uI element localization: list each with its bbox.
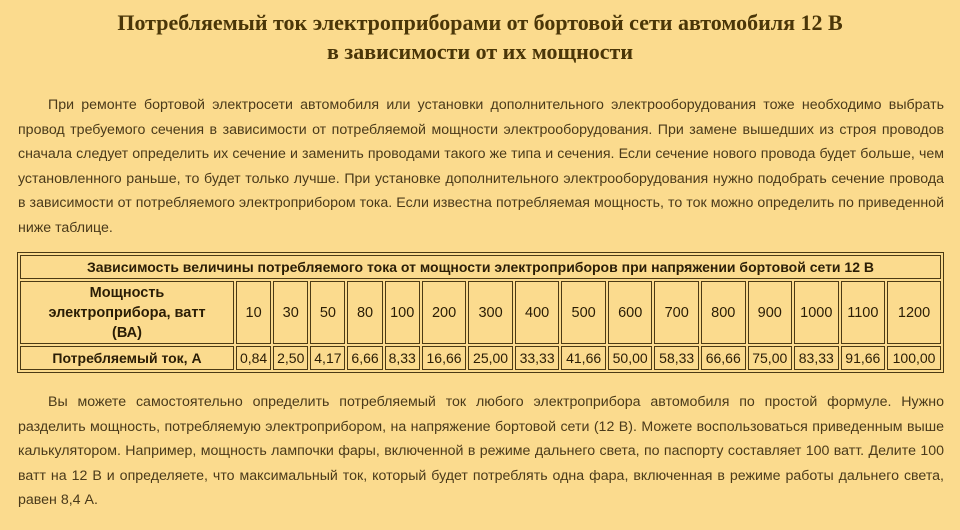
power-header-line-1: Мощность [89, 284, 165, 301]
current-value-cell: 8,33 [385, 346, 420, 370]
current-value-cell: 33,33 [515, 346, 560, 370]
power-header-line-3: (ВА) [112, 324, 142, 341]
power-value-cell: 80 [347, 281, 382, 344]
current-value-cell: 91,66 [841, 346, 886, 370]
outro-paragraph: Вы можете самостоятельно определить потребляемый ток любого электроприбора автомобиля по простой формуле. Нужно разделить мощность, потребляемую электроприбором, на напряжение бортовой сети (12 В). Можете воспользоваться приведенным выше калькулятором. Например, мощность лампочки фары, включенной в режиме дальнего света, по паспорту составляет 100 ватт. Делите 100 ватт на 12 В и определяете, что максимальный ток, который будет потреблять одна фара, включенная в режиме работы дальнего света, равен 8,4 А. [18, 394, 944, 508]
current-value-cell: 66,66 [701, 346, 746, 370]
power-value-cell: 600 [608, 281, 653, 344]
current-value-cell: 75,00 [748, 346, 793, 370]
power-value-cell: 800 [701, 281, 746, 344]
power-value-cell: 30 [273, 281, 308, 344]
current-value-cell: 41,66 [561, 346, 606, 370]
power-value-cell: 200 [422, 281, 467, 344]
current-value-cell: 58,33 [654, 346, 699, 370]
current-value-cell: 0,84 [236, 346, 271, 370]
table-caption: Зависимость величины потребляемого тока от мощности электроприборов при напряжении бортовой сети 12 В [20, 255, 941, 279]
current-value-cell: 25,00 [468, 346, 513, 370]
current-value-cell: 83,33 [794, 346, 839, 370]
current-value-cell: 4,17 [310, 346, 345, 370]
current-value-cell: 50,00 [608, 346, 653, 370]
power-value-cell: 1100 [841, 281, 886, 344]
current-value-cell: 6,66 [347, 346, 382, 370]
current-row [20, 346, 941, 370]
power-value-cell: 900 [748, 281, 793, 344]
power-value-cell: 10 [236, 281, 271, 344]
power-value-cell: 500 [561, 281, 606, 344]
power-header [20, 281, 234, 344]
title-line-2: в зависимости от их мощности [326, 39, 634, 64]
current-table [17, 252, 944, 373]
power-row [20, 281, 941, 344]
power-value-cell: 1200 [887, 281, 941, 344]
power-value-cell: 700 [654, 281, 699, 344]
power-value-cell: 100 [385, 281, 420, 344]
intro-paragraph: При ремонте бортовой электросети автомобиля или установки дополнительного электрооборудования тоже необходимо выбрать провод требуемого сечения в зависимости от потребляемой мощности электрооборудования. При замене вышедших из строя проводов сначала следует определить их сечение и заменить проводами такого же типа и сечения. Если сечение нового провода будет больше, чем установленного раньше, то будет только лучше. При установке дополнительного электрооборудования нужно подобрать сечение провода в зависимости от потребляемого электроприбором тока. Если известна потребляемая мощность, то ток можно определить по приведенной ниже таблице. [18, 97, 944, 236]
title-line-1: Потребляемый ток электроприборами от бортовой сети автомобиля 12 В [117, 10, 843, 35]
power-value-cell: 300 [468, 281, 513, 344]
power-value-cell: 1000 [794, 281, 839, 344]
power-value-cell: 400 [515, 281, 560, 344]
current-header: Потребляемый ток, А [20, 346, 234, 370]
current-value-cell: 2,50 [273, 346, 308, 370]
power-value-cell: 50 [310, 281, 345, 344]
current-value-cell: 100,00 [887, 346, 941, 370]
power-header-line-2: электроприбора, ватт [48, 304, 206, 321]
page-title [0, 8, 960, 66]
current-value-cell: 16,66 [422, 346, 467, 370]
